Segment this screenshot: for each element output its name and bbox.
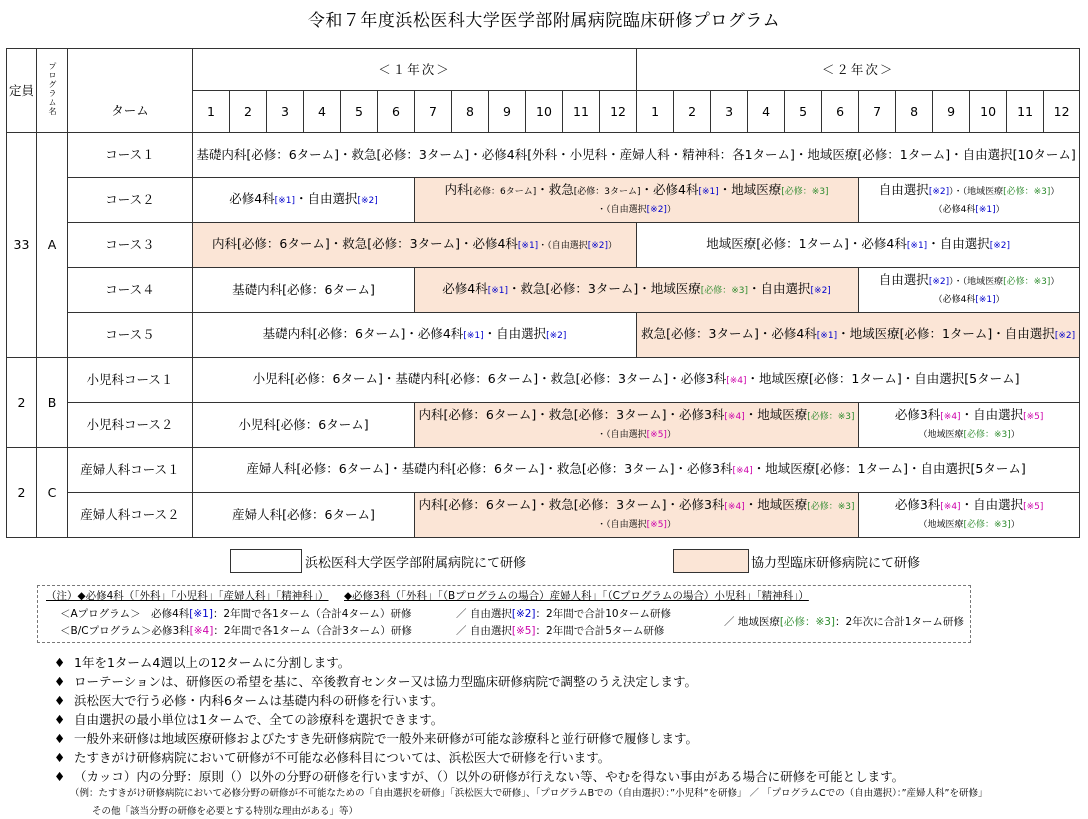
- obgyn-course-2-plan-a: 産婦人科[必修：6ターム]: [193, 493, 415, 538]
- term-number: 2: [674, 91, 711, 133]
- header-program-name: プログラム名: [37, 49, 68, 133]
- term-number: 3: [267, 91, 304, 133]
- bullet-list: [54, 653, 904, 786]
- legend-swatch-pink: [673, 549, 749, 573]
- header-term: ターム: [68, 91, 193, 133]
- example-line-2: その他「該当分野の研修を必要とする特別な理由がある」等）: [92, 806, 359, 817]
- legend-swatch-white: [230, 549, 302, 573]
- course-3-label: コース３: [68, 223, 193, 268]
- course-2-plan-c: 自由選択[※2]）・（地域医療[必修：※3]） （必修4科[※1]）: [859, 178, 1080, 223]
- note-bc-free: ／ 自由選択[※5]：2年間で合計5ターム研修: [456, 625, 665, 637]
- term-number: 6: [378, 91, 415, 133]
- course-4-plan-b: 必修4科[※1]・救急[必修：3ターム]・地域医療[必修：※3]・自由選択[※2]: [415, 268, 859, 313]
- term-number: 2: [230, 91, 267, 133]
- header-year2: ＜２年次＞: [637, 49, 1080, 91]
- course-5-label: コース５: [68, 313, 193, 358]
- note-bc-program: ＜B/Cプログラム＞必修3科[※4]：2年間で各1ターム（合計3ターム）研修: [60, 625, 412, 637]
- diamond-icon: ♦: [54, 693, 66, 708]
- course-2-plan-a: 必修4科[※1]・自由選択[※2]: [193, 178, 415, 223]
- pediatric-course-2-plan-b: 内科[必修：6ターム]・救急[必修：3ターム]・必修3科[※4]・地域医療[必修：※3] ・（自由選択[※5]）: [415, 403, 859, 448]
- diamond-icon: ♦: [54, 731, 66, 746]
- course-4-label: コース４: [68, 268, 193, 313]
- legend-pink-label: 協力型臨床研修病院にて研修: [751, 556, 921, 571]
- program-a: A: [37, 133, 68, 358]
- term-number: 9: [933, 91, 970, 133]
- header-year1: ＜１年次＞: [193, 49, 637, 91]
- diamond-icon: ♦: [54, 655, 66, 670]
- term-number: 9: [489, 91, 526, 133]
- capacity-b: 2: [7, 358, 37, 448]
- note-a-program: ＜Aプログラム＞ 必修4科[※1]：2年間で各1ターム（合計4ターム）研修: [60, 608, 412, 620]
- term-number: 5: [785, 91, 822, 133]
- bullet-item: ♦ 浜松医大で行う必修・内科6タームは基礎内科の研修を行います。: [54, 693, 444, 708]
- course-3-plan-b: 地域医療[必修：1ターム]・必修4科[※1]・自由選択[※2]: [637, 223, 1080, 268]
- program-b: B: [37, 358, 68, 448]
- diamond-icon: ♦: [54, 674, 66, 689]
- pediatric-course-2-label: 小児科コース２: [68, 403, 193, 448]
- course-3-plan-a: 内科[必修：6ターム]・救急[必修：3ターム]・必修4科[※1]・（自由選択[※2]）: [193, 223, 637, 268]
- term-number: 5: [341, 91, 378, 133]
- diamond-icon: ♦: [54, 750, 66, 765]
- course-2-plan-b: 内科[必修：6ターム]・救急[必修：3ターム]・必修4科[※1]・地域医療[必修：※3] ・（自由選択[※2]）: [415, 178, 859, 223]
- obgyn-course-2-plan-c: 必修3科[※4]・自由選択[※5] （地域医療[必修：※3]）: [859, 493, 1080, 538]
- pediatric-course-2-plan-a: 小児科[必修：6ターム]: [193, 403, 415, 448]
- course-1-label: コース１: [68, 133, 193, 178]
- term-number: 7: [859, 91, 896, 133]
- bullet-item: ♦ 一般外来研修は地域医療研修およびたすき先研修病院で一般外来研修が可能な診療科と並行研修で履修します。: [54, 731, 699, 746]
- diamond-icon: ♦: [54, 712, 66, 727]
- bullet-item: ♦ たすきがけ研修病院において研修が不可能な必修科目については、浜松医大で研修を行います。: [54, 750, 611, 765]
- term-number: 1: [193, 91, 230, 133]
- term-number: 6: [822, 91, 859, 133]
- note-4ka: （注）◆必修4科（「外科」「小児科」「産婦人科」「精神科」）: [46, 590, 329, 602]
- pediatric-course-2-plan-c: 必修3科[※4]・自由選択[※5] （地域医療[必修：※3]）: [859, 403, 1080, 448]
- term-number: 7: [415, 91, 452, 133]
- obgyn-course-2-label: 産婦人科コース２: [68, 493, 193, 538]
- capacity-c: 2: [7, 448, 37, 538]
- term-number: 8: [452, 91, 489, 133]
- capacity-a: 33: [7, 133, 37, 358]
- term-number: 12: [600, 91, 637, 133]
- obgyn-course-1-plan: 産婦人科[必修：6ターム]・基礎内科[必修：6ターム]・救急[必修：3ターム]・必修3科[※4]・地域医療[必修：1ターム]・自由選択[5ターム]: [193, 448, 1080, 493]
- program-table: [6, 48, 1080, 538]
- program-c: C: [37, 448, 68, 538]
- term-number: 11: [563, 91, 600, 133]
- bullet-item: ♦ 1年を1ターム4週以上の12タームに分割します。: [54, 655, 351, 670]
- course-2-label: コース２: [68, 178, 193, 223]
- note-a-free: ／ 自由選択[※2]：2年間で合計10ターム研修: [456, 608, 672, 620]
- notes-box: [37, 585, 971, 643]
- course-4-plan-c: 自由選択[※2]）・（地域医療[必修：※3]） （必修4科[※1]）: [859, 268, 1080, 313]
- course-4-plan-a: 基礎内科[必修：6ターム]: [193, 268, 415, 313]
- bullet-item: ♦ ローテーションは、研修医の希望を基に、卒後教育センター又は協力型臨床研修病院で調整のうえ決定します。: [54, 674, 698, 689]
- note-3ka: ◆必修3科（「外科」「（Bプログラムの場合）産婦人科」「（Cプログラムの場合）小児科」「精神科」）: [344, 590, 809, 602]
- term-number: 4: [304, 91, 341, 133]
- term-number: 10: [970, 91, 1007, 133]
- bullet-item: ♦ （カッコ）内の分野：原則（）以外の分野の研修を行いますが、（）以外の研修が行えない等、やむを得ない事由がある場合に研修を可能とします。: [54, 769, 905, 784]
- pediatric-course-1-label: 小児科コース１: [68, 358, 193, 403]
- bullet-item: ♦ 自由選択の最小単位は1タームで、全ての診療科を選択できます。: [54, 712, 444, 727]
- course-5-plan-b: 救急[必修：3ターム]・必修4科[※1]・地域医療[必修：1ターム]・自由選択[※2]: [637, 313, 1080, 358]
- example-line-1: （例：たすきがけ研修病院において必修分野の研修が不可能なための「自由選択を研修」「浜松医大で研修」、「プログラムBでの（自由選択）：”小児科”を研修」 ／ 「プログラムCでの（自由選択）：”産婦人科”を研修」: [70, 788, 988, 799]
- term-number: 8: [896, 91, 933, 133]
- term-number: 4: [748, 91, 785, 133]
- legend-white-label: 浜松医科大学医学部附属病院にて研修: [305, 556, 527, 571]
- pediatric-course-1-plan: 小児科[必修：6ターム]・基礎内科[必修：6ターム]・救急[必修：3ターム]・必修3科[※4]・地域医療[必修：1ターム]・自由選択[5ターム]: [193, 358, 1080, 403]
- obgyn-course-1-label: 産婦人科コース１: [68, 448, 193, 493]
- page-title: 令和７年度浜松医科大学医学部附属病院臨床研修プログラム: [307, 11, 781, 31]
- term-number: 10: [526, 91, 563, 133]
- diamond-icon: ♦: [54, 769, 66, 784]
- course-5-plan-a: 基礎内科[必修：6ターム]・必修4科[※1]・自由選択[※2]: [193, 313, 637, 358]
- course-1-plan: 基礎内科[必修：6ターム]・救急[必修：3ターム]・必修4科[外科・小児科・産婦人科・精神科：各1ターム]・地域医療[必修：1ターム]・自由選択[10ターム]: [193, 133, 1080, 178]
- obgyn-course-2-plan-b: 内科[必修：6ターム]・救急[必修：3ターム]・必修3科[※4]・地域医療[必修：※3] ・（自由選択[※5]）: [415, 493, 859, 538]
- note-chiiki: ／ 地域医療[必修：※3]：2年次に合計1ターム研修: [724, 616, 964, 628]
- term-number: 3: [711, 91, 748, 133]
- term-number: 1: [637, 91, 674, 133]
- header-teiin: 定員: [7, 49, 37, 133]
- term-number: 11: [1007, 91, 1044, 133]
- term-number: 12: [1044, 91, 1080, 133]
